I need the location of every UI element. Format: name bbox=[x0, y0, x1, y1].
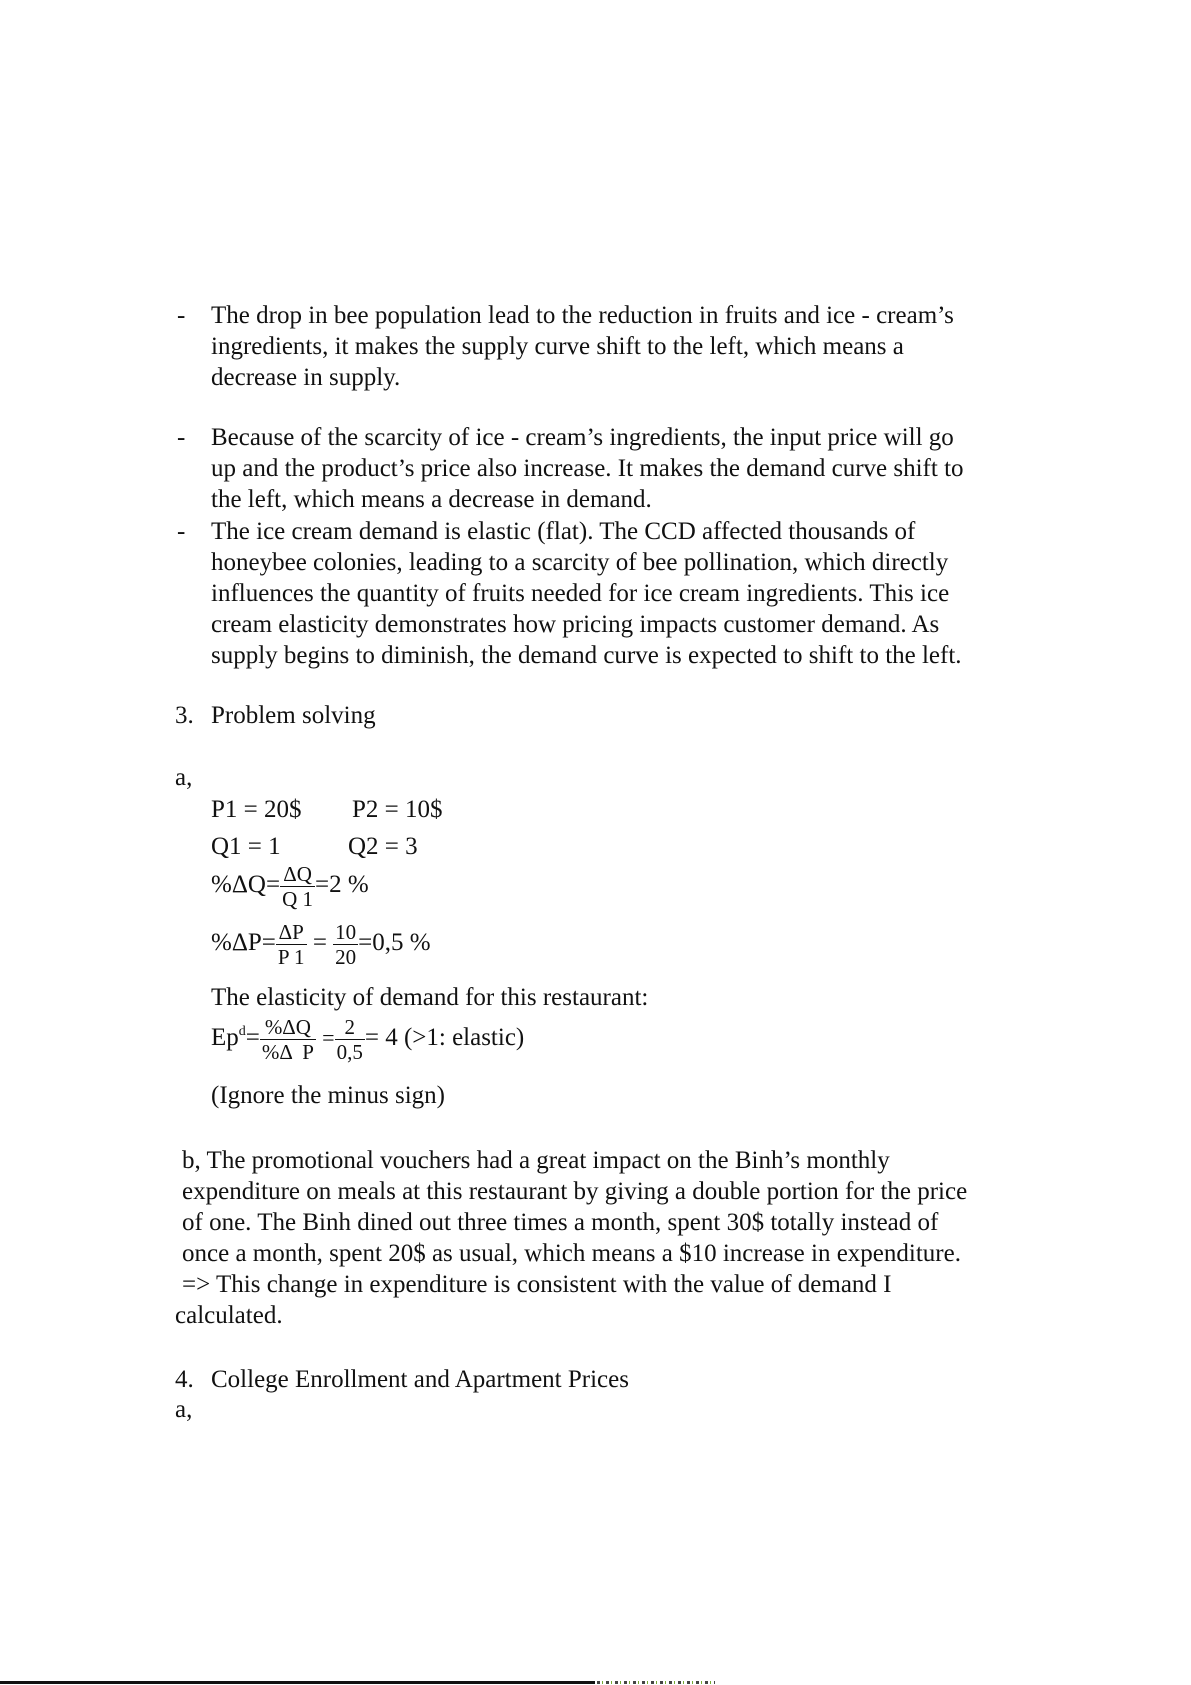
formula-rhs: = 4 (>1: elastic) bbox=[364, 1024, 525, 1052]
fraction bbox=[280, 862, 315, 911]
ep-symbol: Ep bbox=[211, 1024, 239, 1052]
text-line: honeybee colonies, leading to a scarcity of bee pollination, which directly bbox=[211, 549, 949, 576]
fraction-numerator: %ΔQ bbox=[260, 1015, 316, 1040]
fraction-denominator: %Δ P bbox=[261, 1040, 314, 1064]
formula-lhs bbox=[211, 1024, 260, 1051]
p1-value: P1 = 20$ bbox=[211, 796, 302, 823]
text-line: influences the quantity of fruits needed for ice cream ingredients. This ice bbox=[211, 580, 950, 607]
percent-change-quantity-formula bbox=[211, 862, 369, 911]
part-a-label: a, bbox=[175, 1396, 193, 1423]
fraction-numerator: ΔP bbox=[276, 920, 307, 945]
note-text: (Ignore the minus sign) bbox=[211, 1082, 445, 1109]
text-line: b, The promotional vouchers had a great impact on the Binh’s monthly bbox=[182, 1147, 890, 1174]
bullet-text bbox=[211, 422, 964, 515]
fraction bbox=[276, 920, 307, 969]
part-a-label: a, bbox=[175, 764, 193, 791]
equals-sign: = bbox=[245, 1024, 260, 1052]
bullet-dash: - bbox=[177, 424, 186, 451]
bullet-dash: - bbox=[177, 518, 186, 545]
page-bottom-rule bbox=[0, 1681, 595, 1684]
text-line: decrease in supply. bbox=[211, 364, 401, 391]
text-line: expenditure on meals at this restaurant by giving a double portion for the price bbox=[182, 1178, 968, 1205]
part-b-paragraph bbox=[182, 1145, 967, 1300]
equals-sign: = bbox=[312, 929, 327, 957]
fraction bbox=[260, 1015, 316, 1064]
page-bottom-artifact bbox=[597, 1681, 715, 1684]
formula-rhs: =2 % bbox=[314, 871, 369, 899]
formula-lhs: %ΔP= bbox=[211, 929, 276, 957]
fraction-numerator: ΔQ bbox=[280, 862, 315, 887]
q2-value: Q2 = 3 bbox=[348, 833, 418, 860]
fraction-denominator: 20 bbox=[335, 945, 357, 969]
elasticity-formula bbox=[211, 1015, 524, 1064]
fraction bbox=[333, 920, 358, 969]
text-line: calculated. bbox=[175, 1302, 283, 1329]
bullet-text bbox=[211, 516, 962, 671]
text-line: The drop in bee population lead to the reduction in fruits and ice - cream’s bbox=[211, 302, 954, 329]
section-title: Problem solving bbox=[211, 702, 376, 729]
equals-sign: = bbox=[322, 1025, 335, 1051]
text-line: once a month, spent 20$ as usual, which means a $10 increase in expenditure. bbox=[182, 1240, 961, 1267]
section-number: 3. bbox=[175, 702, 194, 729]
text-line: => This change in expenditure is consistent with the value of demand I bbox=[182, 1271, 892, 1298]
q1-value: Q1 = 1 bbox=[211, 833, 281, 860]
percent-change-price-formula bbox=[211, 920, 431, 969]
ep-superscript: d bbox=[238, 1024, 246, 1040]
fraction-numerator: 2 bbox=[335, 1015, 365, 1040]
fraction-denominator: Q 1 bbox=[282, 887, 313, 911]
section-title: College Enrollment and Apartment Prices bbox=[211, 1366, 629, 1393]
text-line: of one. The Binh dined out three times a month, spent 30$ totally instead of bbox=[182, 1209, 939, 1236]
section-number: 4. bbox=[175, 1366, 194, 1393]
bullet-dash: - bbox=[177, 302, 186, 329]
text-line: up and the product’s price also increase. It makes the demand curve shift to bbox=[211, 455, 964, 482]
formula-lhs: %ΔQ= bbox=[211, 871, 281, 899]
fraction bbox=[335, 1015, 365, 1064]
formula-rhs: =0,5 % bbox=[358, 929, 431, 957]
text-line: supply begins to diminish, the demand curve is expected to shift to the left. bbox=[211, 642, 962, 669]
text-line: Because of the scarcity of ice - cream’s ingredients, the input price will go bbox=[211, 424, 954, 451]
text-line: cream elasticity demonstrates how pricing impacts customer demand. As bbox=[211, 611, 940, 638]
p2-value: P2 = 10$ bbox=[352, 796, 443, 823]
fraction-numerator: 10 bbox=[335, 920, 357, 944]
text-line: ingredients, it makes the supply curve shift to the left, which means a bbox=[211, 333, 904, 360]
text-line: the left, which means a decrease in demand. bbox=[211, 486, 652, 513]
fraction-denominator: P 1 bbox=[277, 945, 305, 969]
elasticity-intro: The elasticity of demand for this restaurant: bbox=[211, 984, 649, 1011]
fraction-denominator: 0,5 bbox=[336, 1040, 363, 1064]
bullet-text bbox=[211, 300, 954, 393]
text-line: The ice cream demand is elastic (flat). The CCD affected thousands of bbox=[211, 518, 916, 545]
